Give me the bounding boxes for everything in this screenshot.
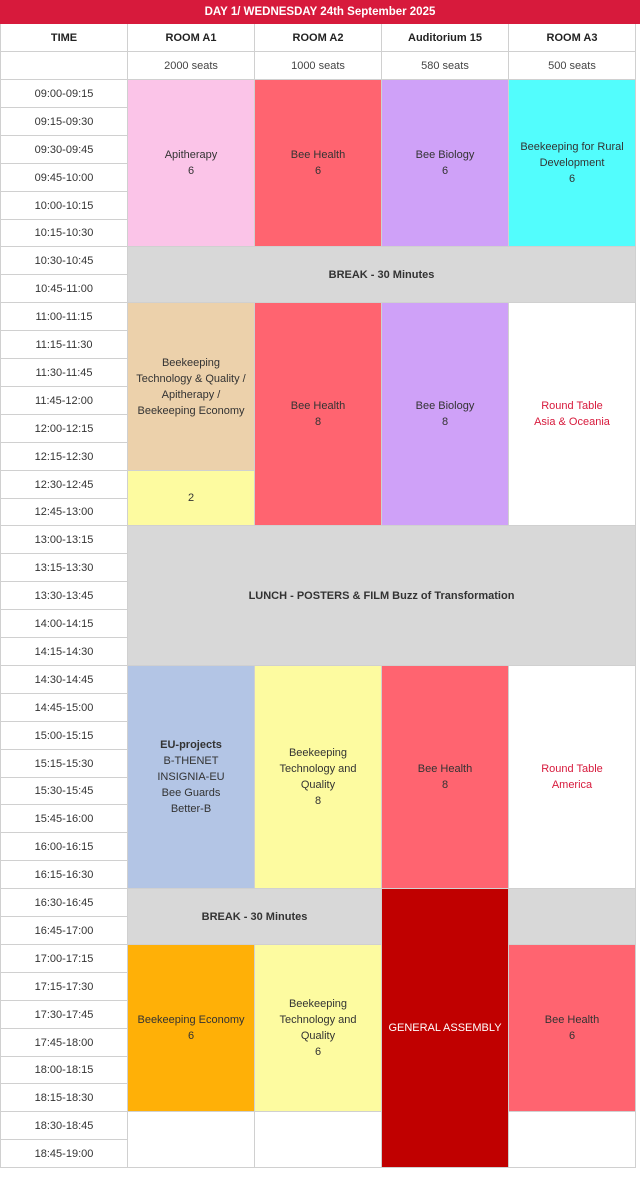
seats-aud15: 580 seats: [382, 52, 509, 80]
session-empty-a1: [128, 1112, 255, 1168]
session-title: Bee Biology: [415, 400, 475, 412]
time-slot: 15:45-16:00: [0, 805, 128, 833]
time-slot: 11:30-11:45: [0, 359, 128, 387]
session-title: Beekeeping for Rural Development: [520, 141, 624, 169]
time-slot: 10:45-11:00: [0, 275, 128, 303]
session-count: 6: [568, 1030, 576, 1042]
column-header-a2: ROOM A2: [255, 24, 382, 52]
session-count: 6: [314, 165, 322, 177]
time-slot: 15:30-15:45: [0, 778, 128, 805]
session-tech-quality-apitherapy-economy: [128, 303, 255, 471]
time-slot: 10:15-10:30: [0, 220, 128, 247]
session-title: Bee Health: [417, 763, 473, 775]
time-slot: 18:00-18:15: [0, 1057, 128, 1084]
time-slot: 11:15-11:30: [0, 331, 128, 359]
time-slot: 17:30-17:45: [0, 1001, 128, 1029]
session-count: 6: [314, 1046, 322, 1058]
column-header-a3: ROOM A3: [509, 24, 636, 52]
time-slot: 12:15-12:30: [0, 443, 128, 471]
session-beekeeping-economy: [128, 945, 255, 1112]
column-header-aud15: Auditorium 15: [382, 24, 509, 52]
time-slot: 14:15-14:30: [0, 638, 128, 666]
session-apitherapy: [128, 80, 255, 247]
column-header-a1: ROOM A1: [128, 24, 255, 52]
session-bee-health-1: [255, 80, 382, 247]
session-title: Beekeeping Technology and Quality: [279, 998, 357, 1042]
session-break-1: [128, 247, 636, 303]
session-eu-projects: [128, 666, 255, 889]
session-title: BREAK - 30 Minutes: [201, 910, 308, 923]
time-slot: 18:45-19:00: [0, 1140, 128, 1168]
session-title: Beekeeping Technology & Quality / Apitherapy / Beekeeping Economy: [136, 356, 246, 417]
time-slot: 15:15-15:30: [0, 750, 128, 778]
time-slot: 10:00-10:15: [0, 192, 128, 220]
session-title: Beekeeping Economy: [137, 1014, 245, 1026]
time-slot: 12:30-12:45: [0, 471, 128, 499]
time-slot: 09:45-10:00: [0, 164, 128, 192]
session-title: BREAK - 30 Minutes: [328, 268, 435, 281]
session-title: Round Table Asia & Oceania: [534, 400, 610, 428]
session-bee-health-3: [382, 666, 509, 889]
day-title: DAY 1/ WEDNESDAY 24th September 2025: [0, 0, 640, 24]
time-slot: 12:45-13:00: [0, 499, 128, 526]
session-title: Beekeeping Technology and Quality: [279, 747, 357, 791]
time-slot: 09:15-09:30: [0, 108, 128, 136]
session-count: 8: [441, 779, 449, 791]
session-count: 8: [314, 416, 322, 428]
session-round-table-asia: [509, 303, 636, 526]
session-bee-biology-2: [382, 303, 509, 526]
session-bee-health-2: [255, 303, 382, 526]
time-slot: 17:00-17:15: [0, 945, 128, 973]
session-general-assembly: [382, 889, 509, 1168]
session-title: Bee Health: [544, 1014, 600, 1026]
session-break-2: [128, 889, 382, 945]
session-title: Round Table America: [541, 763, 603, 791]
session-title: Bee Biology: [415, 149, 475, 161]
time-slot: 16:15-16:30: [0, 861, 128, 889]
session-title: Apitherapy: [164, 149, 218, 161]
seats-a2: 1000 seats: [255, 52, 382, 80]
session-lunch: [128, 526, 636, 666]
session-count: 6: [187, 165, 195, 177]
session-empty-a2: [255, 1112, 382, 1168]
time-slot: 09:00-09:15: [0, 80, 128, 108]
session-rural-development: [509, 80, 636, 247]
session-title: Bee Health: [290, 400, 346, 412]
time-slot: 13:00-13:15: [0, 526, 128, 554]
session-tech-quality-1: [255, 666, 382, 889]
time-slot: 13:15-13:30: [0, 554, 128, 582]
session-round-table-america: [509, 666, 636, 889]
session-count: 8: [314, 795, 322, 807]
time-slot: 14:45-15:00: [0, 694, 128, 722]
session-title: LUNCH - POSTERS & FILM Buzz of Transformation: [248, 589, 515, 602]
time-slot: 16:30-16:45: [0, 889, 128, 917]
session-bee-biology-1: [382, 80, 509, 247]
session-count: 8: [441, 416, 449, 428]
seats-a1: 2000 seats: [128, 52, 255, 80]
time-slot: 18:15-18:30: [0, 1084, 128, 1112]
time-slot: 14:00-14:15: [0, 610, 128, 638]
session-count: 6: [441, 165, 449, 177]
session-empty-a3: [509, 1112, 636, 1168]
session-bee-health-4: [509, 945, 636, 1112]
column-header-time: TIME: [0, 24, 128, 52]
time-slot: 11:45-12:00: [0, 387, 128, 415]
time-slot: 09:30-09:45: [0, 136, 128, 164]
session-title: Bee Health: [290, 149, 346, 161]
time-slot: 16:00-16:15: [0, 833, 128, 861]
time-slot: 16:45-17:00: [0, 917, 128, 945]
session-title: EU-projects: [160, 739, 222, 751]
session-projects: B-THENET INSIGNIA-EU Bee Guards Better-B: [157, 755, 225, 815]
session-slot-2: [128, 471, 255, 526]
seats-time: [0, 52, 128, 80]
time-slot: 17:45-18:00: [0, 1029, 128, 1057]
time-slot: 10:30-10:45: [0, 247, 128, 275]
time-slot: 12:00-12:15: [0, 415, 128, 443]
session-tech-quality-2: [255, 945, 382, 1112]
session-title: GENERAL ASSEMBLY: [388, 1022, 502, 1034]
seats-a3: 500 seats: [509, 52, 636, 80]
time-slot: 11:00-11:15: [0, 303, 128, 331]
time-slot: 18:30-18:45: [0, 1112, 128, 1140]
session-count: 6: [187, 1030, 195, 1042]
time-slot: 13:30-13:45: [0, 582, 128, 610]
time-slot: 17:15-17:30: [0, 973, 128, 1001]
session-break-2-a3: [509, 889, 636, 945]
time-slot: 15:00-15:15: [0, 722, 128, 750]
session-count: 6: [568, 173, 576, 185]
session-count: 2: [187, 492, 195, 504]
time-slot: 14:30-14:45: [0, 666, 128, 694]
